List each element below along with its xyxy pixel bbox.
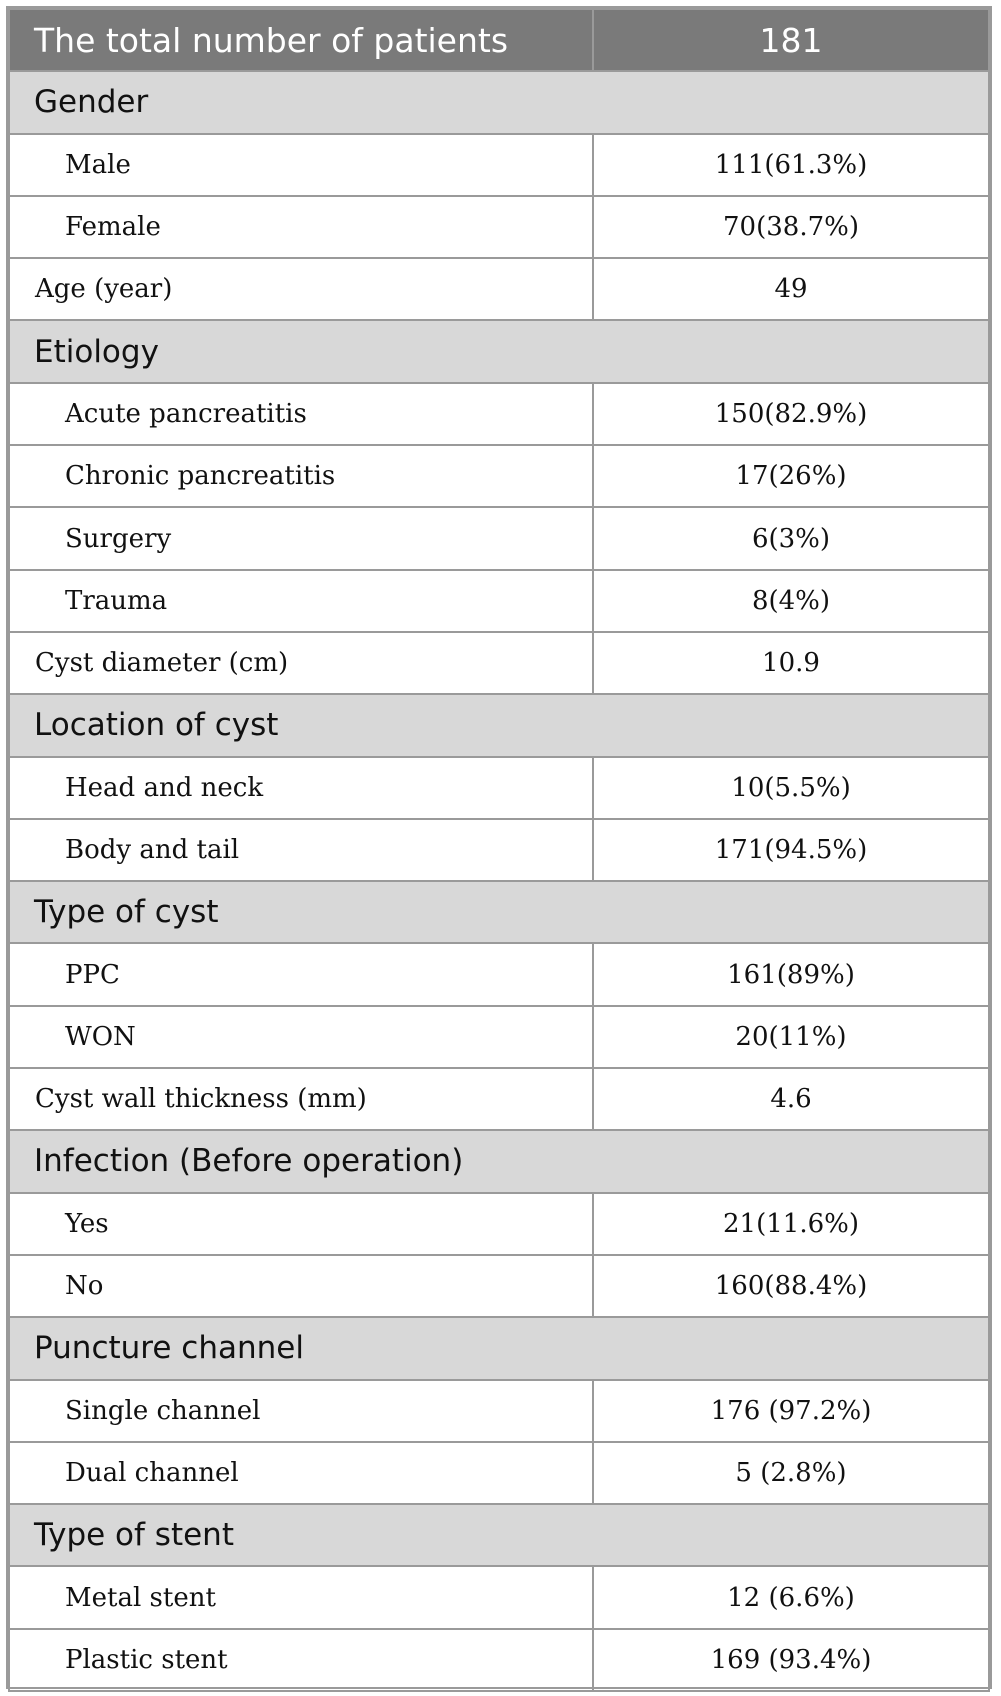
row-value: 5 (2.8%) <box>593 1442 989 1504</box>
row-label: Single channel <box>9 1380 593 1442</box>
table-row <box>9 445 989 507</box>
row-label: Cyst wall thickness (mm) <box>9 1068 593 1130</box>
table-row <box>9 1566 989 1628</box>
table-row <box>9 819 989 881</box>
row-value: 176 (97.2%) <box>593 1380 989 1442</box>
table-row <box>9 134 989 196</box>
row-label: Head and neck <box>9 757 593 819</box>
row-label: Cyst diameter (cm) <box>9 632 593 694</box>
row-value: 49 <box>593 258 989 320</box>
section-title: Type of cyst <box>9 881 989 943</box>
row-value: 6(3%) <box>593 507 989 569</box>
table-row <box>9 196 989 258</box>
header-label: The total number of patients <box>9 9 593 71</box>
row-value: 111(61.3%) <box>593 134 989 196</box>
row-label: No <box>9 1255 593 1317</box>
row-value: 160(88.4%) <box>593 1255 989 1317</box>
section-title: Infection (Before operation) <box>9 1130 989 1192</box>
table-row <box>9 632 989 694</box>
section-row <box>9 1504 989 1566</box>
row-label: Surgery <box>9 507 593 569</box>
table-row <box>9 507 989 569</box>
data-table <box>8 8 990 1692</box>
row-label: Trauma <box>9 570 593 632</box>
row-value: 169 (93.4%) <box>593 1629 989 1691</box>
section-title: Etiology <box>9 320 989 382</box>
row-value: 171(94.5%) <box>593 819 989 881</box>
row-label: Body and tail <box>9 819 593 881</box>
row-label: PPC <box>9 943 593 1005</box>
row-label: Metal stent <box>9 1566 593 1628</box>
row-value: 161(89%) <box>593 943 989 1005</box>
row-value: 150(82.9%) <box>593 383 989 445</box>
table-header <box>9 9 989 71</box>
table-row <box>9 1380 989 1442</box>
section-title: Gender <box>9 71 989 133</box>
row-value: 4.6 <box>593 1068 989 1130</box>
table-row <box>9 570 989 632</box>
row-label: Plastic stent <box>9 1629 593 1691</box>
table-row <box>9 1255 989 1317</box>
row-label: Female <box>9 196 593 258</box>
header-value: 181 <box>593 9 989 71</box>
table-row <box>9 1006 989 1068</box>
section-row <box>9 71 989 133</box>
table-body <box>9 71 989 1691</box>
row-value: 21(11.6%) <box>593 1193 989 1255</box>
row-label: Acute pancreatitis <box>9 383 593 445</box>
row-value: 17(26%) <box>593 445 989 507</box>
row-value: 70(38.7%) <box>593 196 989 258</box>
row-label: Dual channel <box>9 1442 593 1504</box>
row-label: Chronic pancreatitis <box>9 445 593 507</box>
section-title: Puncture channel <box>9 1317 989 1379</box>
table-row <box>9 757 989 819</box>
row-value: 12 (6.6%) <box>593 1566 989 1628</box>
section-title: Type of stent <box>9 1504 989 1566</box>
header-row <box>9 9 989 71</box>
table-row <box>9 1193 989 1255</box>
section-row <box>9 1317 989 1379</box>
section-row <box>9 881 989 943</box>
row-value: 8(4%) <box>593 570 989 632</box>
table-row <box>9 258 989 320</box>
table-row <box>9 943 989 1005</box>
row-value: 20(11%) <box>593 1006 989 1068</box>
table-row <box>9 1068 989 1130</box>
table-row <box>9 1629 989 1691</box>
patient-characteristics-table <box>6 6 992 1689</box>
row-label: Male <box>9 134 593 196</box>
section-row <box>9 694 989 756</box>
row-label: Yes <box>9 1193 593 1255</box>
section-row <box>9 1130 989 1192</box>
section-row <box>9 320 989 382</box>
table-row <box>9 383 989 445</box>
row-value: 10.9 <box>593 632 989 694</box>
section-title: Location of cyst <box>9 694 989 756</box>
row-label: Age (year) <box>9 258 593 320</box>
table-row <box>9 1442 989 1504</box>
row-value: 10(5.5%) <box>593 757 989 819</box>
row-label: WON <box>9 1006 593 1068</box>
